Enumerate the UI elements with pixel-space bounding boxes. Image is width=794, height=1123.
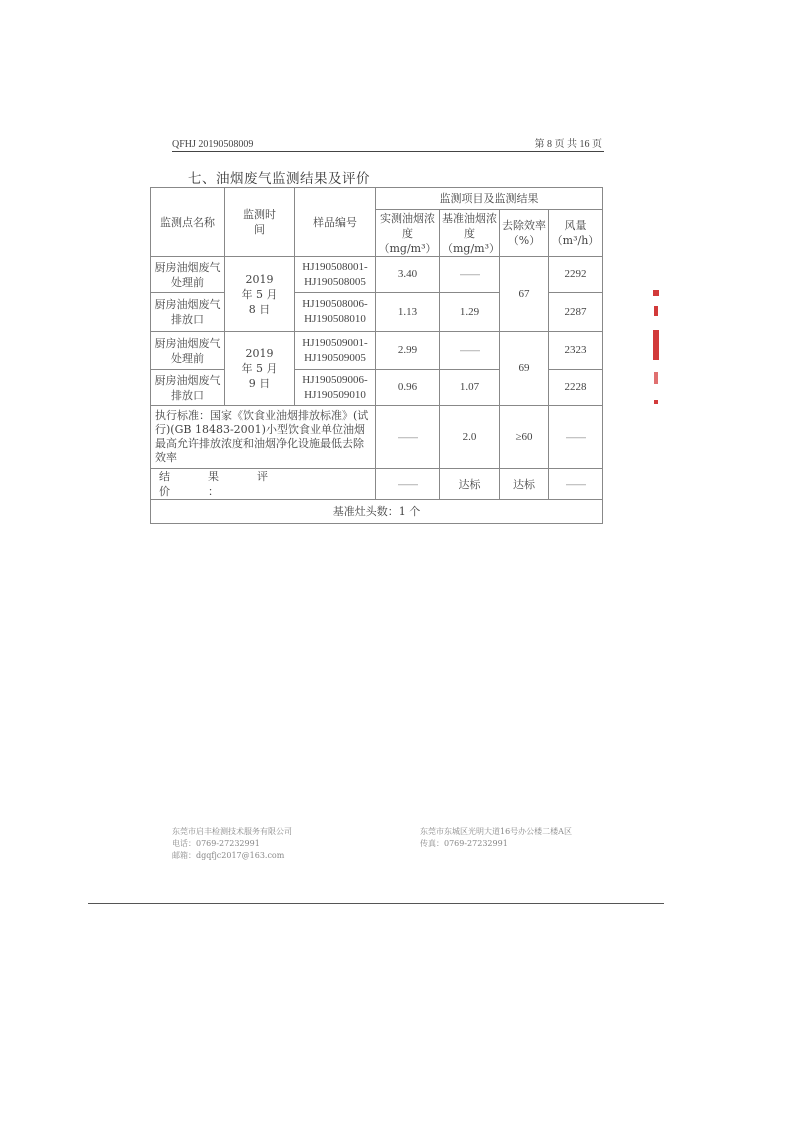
standard-removal-limit: ≥60 — [500, 406, 549, 469]
date-cell: 2019 年 5 月 8 日 — [225, 257, 295, 332]
header-sample-no: 样品编号 — [295, 188, 376, 257]
header-point-name: 监测点名称 — [151, 188, 225, 257]
standard-measured: —— — [376, 406, 440, 469]
section-title: 七、油烟废气监测结果及评价 — [188, 171, 370, 187]
header-reference-concentration: 基准油烟浓度（mg/m³） — [440, 210, 500, 257]
removal-cell: 69 — [500, 332, 549, 406]
seal-stamp-icon — [652, 290, 660, 410]
sample-no-cell: HJ190509006-HJ190509010 — [295, 370, 376, 406]
results-table — [150, 187, 603, 524]
measured-cell: 3.40 — [376, 257, 440, 293]
reference-cell: 1.29 — [440, 293, 500, 332]
footer-phone: 电话：0769-27232991 — [172, 839, 260, 848]
footer-email: 邮箱：dgqfjc2017@163.com — [172, 851, 285, 860]
table-row — [151, 332, 603, 370]
sample-no-cell: HJ190508006-HJ190508010 — [295, 293, 376, 332]
standard-label: 执行标准：国家《饮食业油烟排放标准》(试行)(GB 18483-2001)小型饮食业单位油烟最高允许排放浓度和油烟净化设施最低去除效率 — [151, 406, 376, 469]
header-measured-concentration: 实测油烟浓度（mg/m³） — [376, 210, 440, 257]
evaluation-row — [151, 469, 603, 500]
header-removal-efficiency: 去除效率（%） — [500, 210, 549, 257]
footer-fax: 传真：0769-27232991 — [420, 839, 508, 848]
footer-contact-right — [420, 826, 572, 850]
reference-cell: 1.07 — [440, 370, 500, 406]
point-name-cell: 厨房油烟废气排放口 — [151, 293, 225, 332]
sample-no-cell: HJ190509001-HJ190509005 — [295, 332, 376, 370]
document-number: QFHJ 20190508009 — [172, 139, 254, 150]
reference-cell: —— — [440, 332, 500, 370]
header-monitoring-group: 监测项目及监测结果 — [376, 188, 603, 210]
footer-address: 东莞市东城区光明大道16号办公楼二楼A区 — [420, 827, 572, 836]
evaluation-removal: 达标 — [500, 469, 549, 500]
table-row — [151, 257, 603, 293]
airflow-cell: 2292 — [549, 257, 603, 293]
point-name-cell: 厨房油烟废气排放口 — [151, 370, 225, 406]
evaluation-reference: 达标 — [440, 469, 500, 500]
stove-count: 基准灶头数：1 个 — [151, 500, 603, 524]
point-name-cell: 厨房油烟废气处理前 — [151, 257, 225, 293]
reference-cell: —— — [440, 257, 500, 293]
evaluation-airflow: —— — [549, 469, 603, 500]
sample-no-cell: HJ190508001-HJ190508005 — [295, 257, 376, 293]
footer-company: 东莞市启丰检测技术服务有限公司 — [172, 827, 292, 836]
standard-row — [151, 406, 603, 469]
measured-cell: 0.96 — [376, 370, 440, 406]
date-cell: 2019 年 5 月 9 日 — [225, 332, 295, 406]
header-airflow: 风量（m³/h） — [549, 210, 603, 257]
footer-contact-left — [172, 826, 292, 862]
page-divider — [88, 903, 664, 904]
measured-cell: 1.13 — [376, 293, 440, 332]
standard-reference-limit: 2.0 — [440, 406, 500, 469]
standard-airflow: —— — [549, 406, 603, 469]
page-header — [172, 137, 604, 152]
evaluation-measured: —— — [376, 469, 440, 500]
point-name-cell: 厨房油烟废气处理前 — [151, 332, 225, 370]
stove-count-row — [151, 500, 603, 524]
measured-cell: 2.99 — [376, 332, 440, 370]
airflow-cell: 2323 — [549, 332, 603, 370]
airflow-cell: 2228 — [549, 370, 603, 406]
airflow-cell: 2287 — [549, 293, 603, 332]
header-time: 监测时间 — [225, 188, 295, 257]
removal-cell: 67 — [500, 257, 549, 332]
evaluation-label: 结果评价： — [151, 469, 376, 500]
page-number: 第 8 页 共 16 页 — [534, 139, 602, 150]
